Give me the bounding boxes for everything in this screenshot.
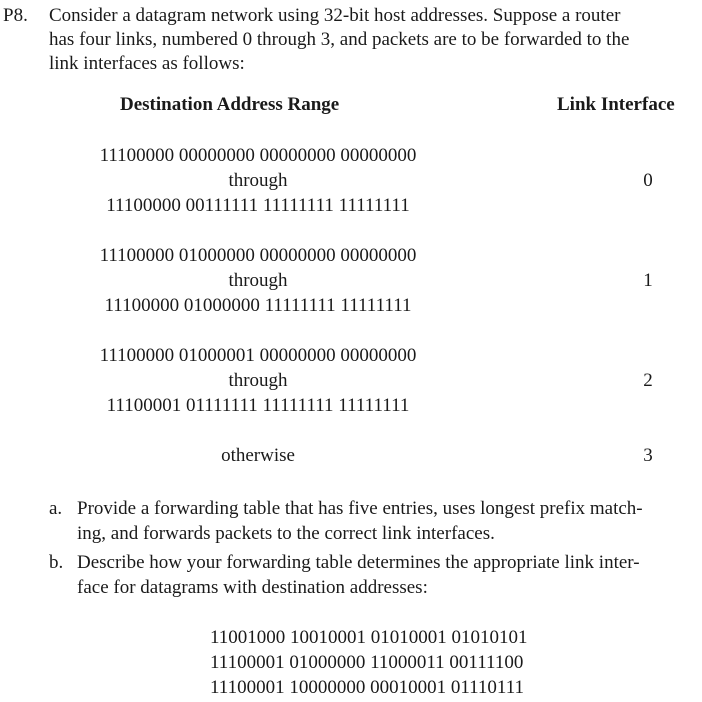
intro-line: Consider a datagram network using 32-bit host addresses. Suppose a router — [49, 5, 621, 26]
problem-number: P8. — [3, 5, 28, 26]
otherwise-label: otherwise — [221, 445, 295, 466]
link-interface-value: 3 — [643, 445, 653, 466]
question-letter: b. — [49, 552, 64, 573]
question-line: ing, and forwards packets to the correct link interfaces. — [77, 523, 495, 544]
intro-line: link interfaces as follows: — [49, 53, 245, 74]
range-through: through — [228, 170, 288, 191]
range-end: 11100000 01000000 11111111 11111111 — [104, 295, 412, 316]
question-line: Provide a forwarding table that has five entries, uses longest prefix match- — [77, 498, 643, 519]
destination-address: 11100001 10000000 00010001 01110111 — [210, 677, 525, 698]
range-start: 11100000 00000000 00000000 00000000 — [99, 145, 417, 166]
range-start: 11100000 01000000 00000000 00000000 — [99, 245, 417, 266]
link-interface-value: 1 — [643, 270, 653, 291]
question-line: face for datagrams with destination addresses: — [77, 577, 428, 598]
question-line: Describe how your forwarding table determines the appropriate link inter- — [77, 552, 640, 573]
destination-address-list — [210, 625, 528, 700]
range-through: through — [228, 270, 288, 291]
range-end: 11100000 00111111 11111111 11111111 — [106, 195, 410, 216]
link-interface-value: 0 — [643, 170, 653, 191]
question-letter: a. — [49, 498, 63, 519]
intro-line: has four links, numbered 0 through 3, and packets are to be forwarded to the — [49, 29, 630, 50]
header-link-interface: Link Interface — [557, 94, 675, 115]
question-body — [77, 550, 702, 600]
link-interface-value: 2 — [643, 370, 653, 391]
question-body — [77, 496, 702, 546]
destination-address: 11001000 10010001 01010001 01010101 — [210, 627, 528, 648]
range-start: 11100000 01000001 00000000 00000000 — [99, 345, 417, 366]
header-destination-range: Destination Address Range — [120, 94, 340, 115]
range-through: through — [228, 370, 288, 391]
destination-address: 11100001 01000000 11000011 00111100 — [210, 652, 524, 673]
range-end: 11100001 01111111 11111111 11111111 — [106, 395, 410, 416]
problem-intro — [49, 4, 694, 76]
